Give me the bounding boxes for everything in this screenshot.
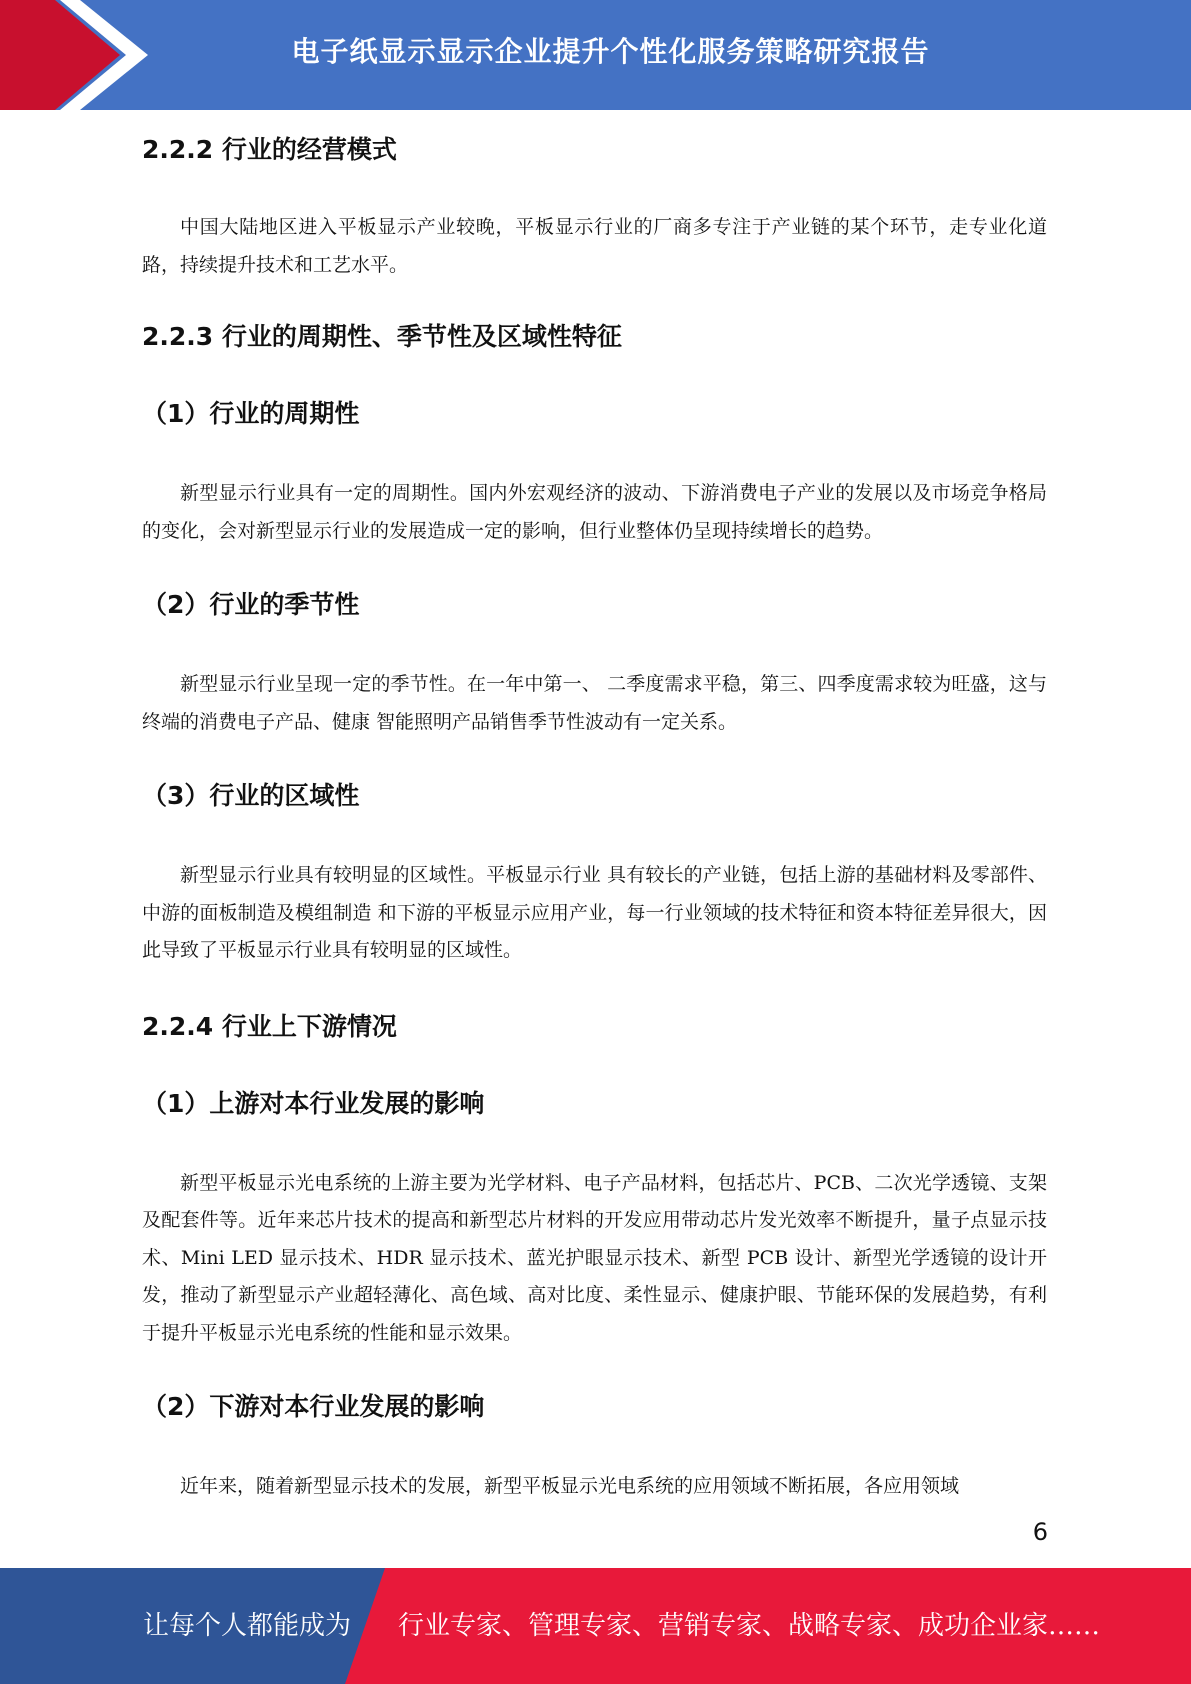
- paragraph: 中国大陆地区进入平板显示产业较晚，平板显示行业的厂商多专注于产业链的某个环节，走专业化道路，持续提升技术和工艺水平。: [142, 216, 1047, 276]
- footer-banner: [0, 1568, 1191, 1684]
- subsection-heading-upstream: （1）上游对本行业发展的影响: [142, 1088, 485, 1118]
- paragraph: 新型平板显示光电系统的上游主要为光学材料、电子产品材料，包括芯片、PCB、二次光学透镜、支架及配套件等。近年来芯片技术的提高和新型芯片材料的开发应用带动芯片发光效率不断提升，量子点显示技术、Mini LED 显示技术、HDR 显示技术、蓝光护眼显示技术、新型 PCB 设计、新型光学透镜的设计开发，推动了新型显示产业超轻薄化、高色域、高对比度、柔性显示、健康护眼、节能环保的发展趋势，有利于提升平板显示光电系统的性能和显示效果。: [142, 1171, 1047, 1344]
- document-body: [142, 128, 1047, 1506]
- footer-slogan-left: 让每个人都能成为: [143, 1611, 352, 1641]
- subsection-heading-cyclicality: （1）行业的周期性: [142, 399, 360, 428]
- paragraph: 新型显示行业具有较明显的区域性。平板显示行业 具有较长的产业链，包括上游的基础材料及零部件、中游的面板制造及模组制造 和下游的平板显示应用产业，每一行业领域的技术特征和资本特征差异很大，因 此导致了平板显示行业具有较明显的区域性。: [142, 864, 1047, 961]
- section-heading-2-2-3: 2.2.3 行业的周期性、季节性及区域性特征: [142, 322, 622, 351]
- paragraph: 近年来，随着新型显示技术的发展，新型平板显示光电系统的应用领域不断拓展，各应用领域: [180, 1475, 960, 1497]
- section-heading-2-2-4: 2.2.4 行业上下游情况: [142, 1011, 397, 1041]
- paragraph: 新型显示行业具有一定的周期性。国内外宏观经济的波动、下游消费电子产业的发展以及市场竞争格局的变化，会对新型显示行业的发展造成一定的影响，但行业整体仍呈现持续增长的趋势。: [142, 482, 1047, 542]
- footer-slogan-right: 行业专家、管理专家、营销专家、战略专家、成功企业家……: [398, 1611, 1101, 1641]
- report-title: 电子纸显示显示企业提升个性化服务策略研究报告: [291, 35, 930, 68]
- chevron-arrow-icon: [0, 0, 150, 110]
- subsection-heading-downstream: （2）下游对本行业发展的影响: [142, 1392, 485, 1421]
- page-number: 6: [1032, 1518, 1048, 1546]
- subsection-heading-seasonality: （2）行业的季节性: [142, 590, 360, 619]
- paragraph: 新型显示行业呈现一定的季节性。在一年中第一、 二季度需求平稳，第三、四季度需求较为旺盛，这与终端的消费电子产品、健康 智能照明产品销售季节性波动有一定关系。: [142, 673, 1047, 733]
- section-heading-2-2-2: 2.2.2 行业的经营模式: [142, 135, 397, 164]
- header-banner: [0, 0, 1191, 110]
- subsection-heading-regionality: （3）行业的区域性: [142, 781, 360, 810]
